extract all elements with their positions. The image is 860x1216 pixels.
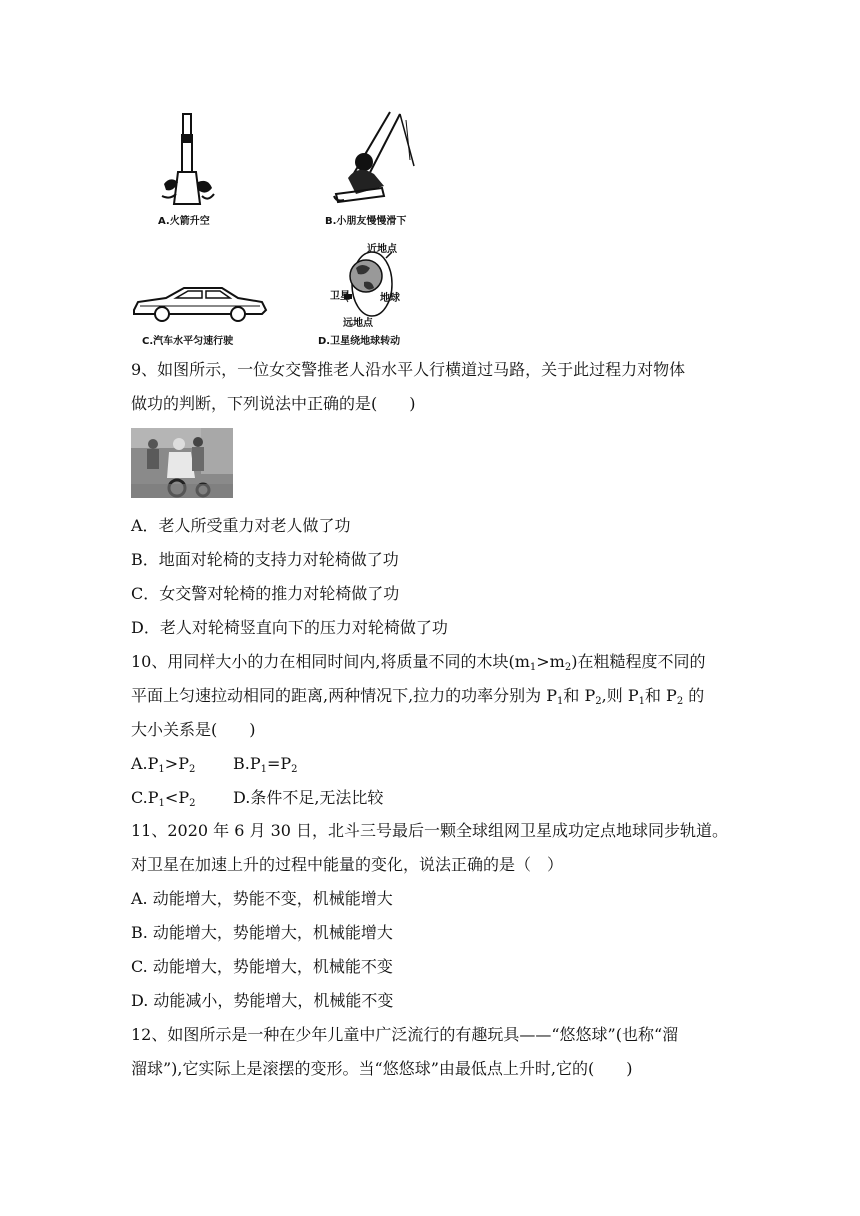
q9-option-d: D．老人对轮椅竖直向下的压力对轮椅做了功 (131, 618, 448, 637)
figure-b-caption: B.小朋友慢慢滑下 (325, 216, 407, 227)
q11-option-b: B. 动能增大，势能增大，机械能增大 (131, 923, 393, 942)
q9-option-b: B．地面对轮椅的支持力对轮椅做了功 (131, 550, 399, 569)
q10-option-c: $C.P_1<P_2$ (131, 788, 196, 809)
q11-stem-line1: 11、2020 年 6 月 30 日，北斗三号最后一颗全球组网卫星成功定点地球同步轨道。 (131, 821, 729, 840)
q12-stem-line2: 溜球”),它实际上是滚摆的变形。当“悠悠球”由最低点上升时,它的( ) (131, 1059, 633, 1078)
q10-option-a: $A.P_1>P_2$ (131, 754, 196, 775)
orbit-label-near: 近地点 (367, 244, 397, 255)
figure-a-caption: A.火箭升空 (158, 216, 210, 227)
figure-c-caption: C.汽车水平匀速行驶 (142, 336, 234, 347)
traffic-police-photo (131, 428, 233, 498)
q12-stem-line1: 12、如图所示是一种在少年儿童中广泛流行的有趣玩具——“悠悠球”(也称“溜 (131, 1025, 679, 1044)
q9-stem-line2: 做功的判断，下列说法中正确的是( ) (131, 394, 416, 413)
figure-d-caption: D.卫星绕地球转动 (318, 336, 401, 347)
q10-option-d: D.条件不足,无法比较 (233, 788, 384, 807)
q9-option-c: C．女交警对轮椅的推力对轮椅做了功 (131, 584, 400, 603)
car-figure (130, 280, 270, 325)
q11-option-a: A. 动能增大，势能不变，机械能增大 (131, 889, 393, 908)
q11-stem-line2: 对卫星在加速上升的过程中能量的变化，说法正确的是（ ） (131, 855, 564, 874)
q9-stem-line1: 9、如图所示，一位女交警推老人沿水平人行横道过马路，关于此过程力对物体 (131, 360, 686, 379)
rocket-figure (156, 112, 218, 210)
q9-option-a: A．老人所受重力对老人做了功 (131, 516, 351, 535)
orbit-label-earth: 地球 (380, 293, 400, 304)
slide-figure (330, 110, 420, 210)
q11-option-c: C. 动能增大，势能增大，机械能不变 (131, 957, 393, 976)
orbit-figure (320, 242, 430, 330)
q10-stem-line2: 平面上匀速拉动相同的距离,两种情况下,拉力的功率分别为 $P_1$和 $P_2$,则 $P_1$和 $P_2$ 的 (131, 686, 705, 707)
q10-option-b: $B.P_1=P_2$ (233, 754, 298, 775)
q10-stem-line1: 10、用同样大小的力在相同时间内,将质量不同的木块$(m_1>m_2)$在粗糙程度不同的 (131, 652, 706, 673)
orbit-label-far: 远地点 (343, 318, 373, 329)
q11-option-d: D. 动能减小，势能增大，机械能不变 (131, 991, 394, 1010)
orbit-label-satellite: 卫星 (330, 291, 350, 302)
q10-stem-line3: 大小关系是( ) (131, 720, 256, 739)
